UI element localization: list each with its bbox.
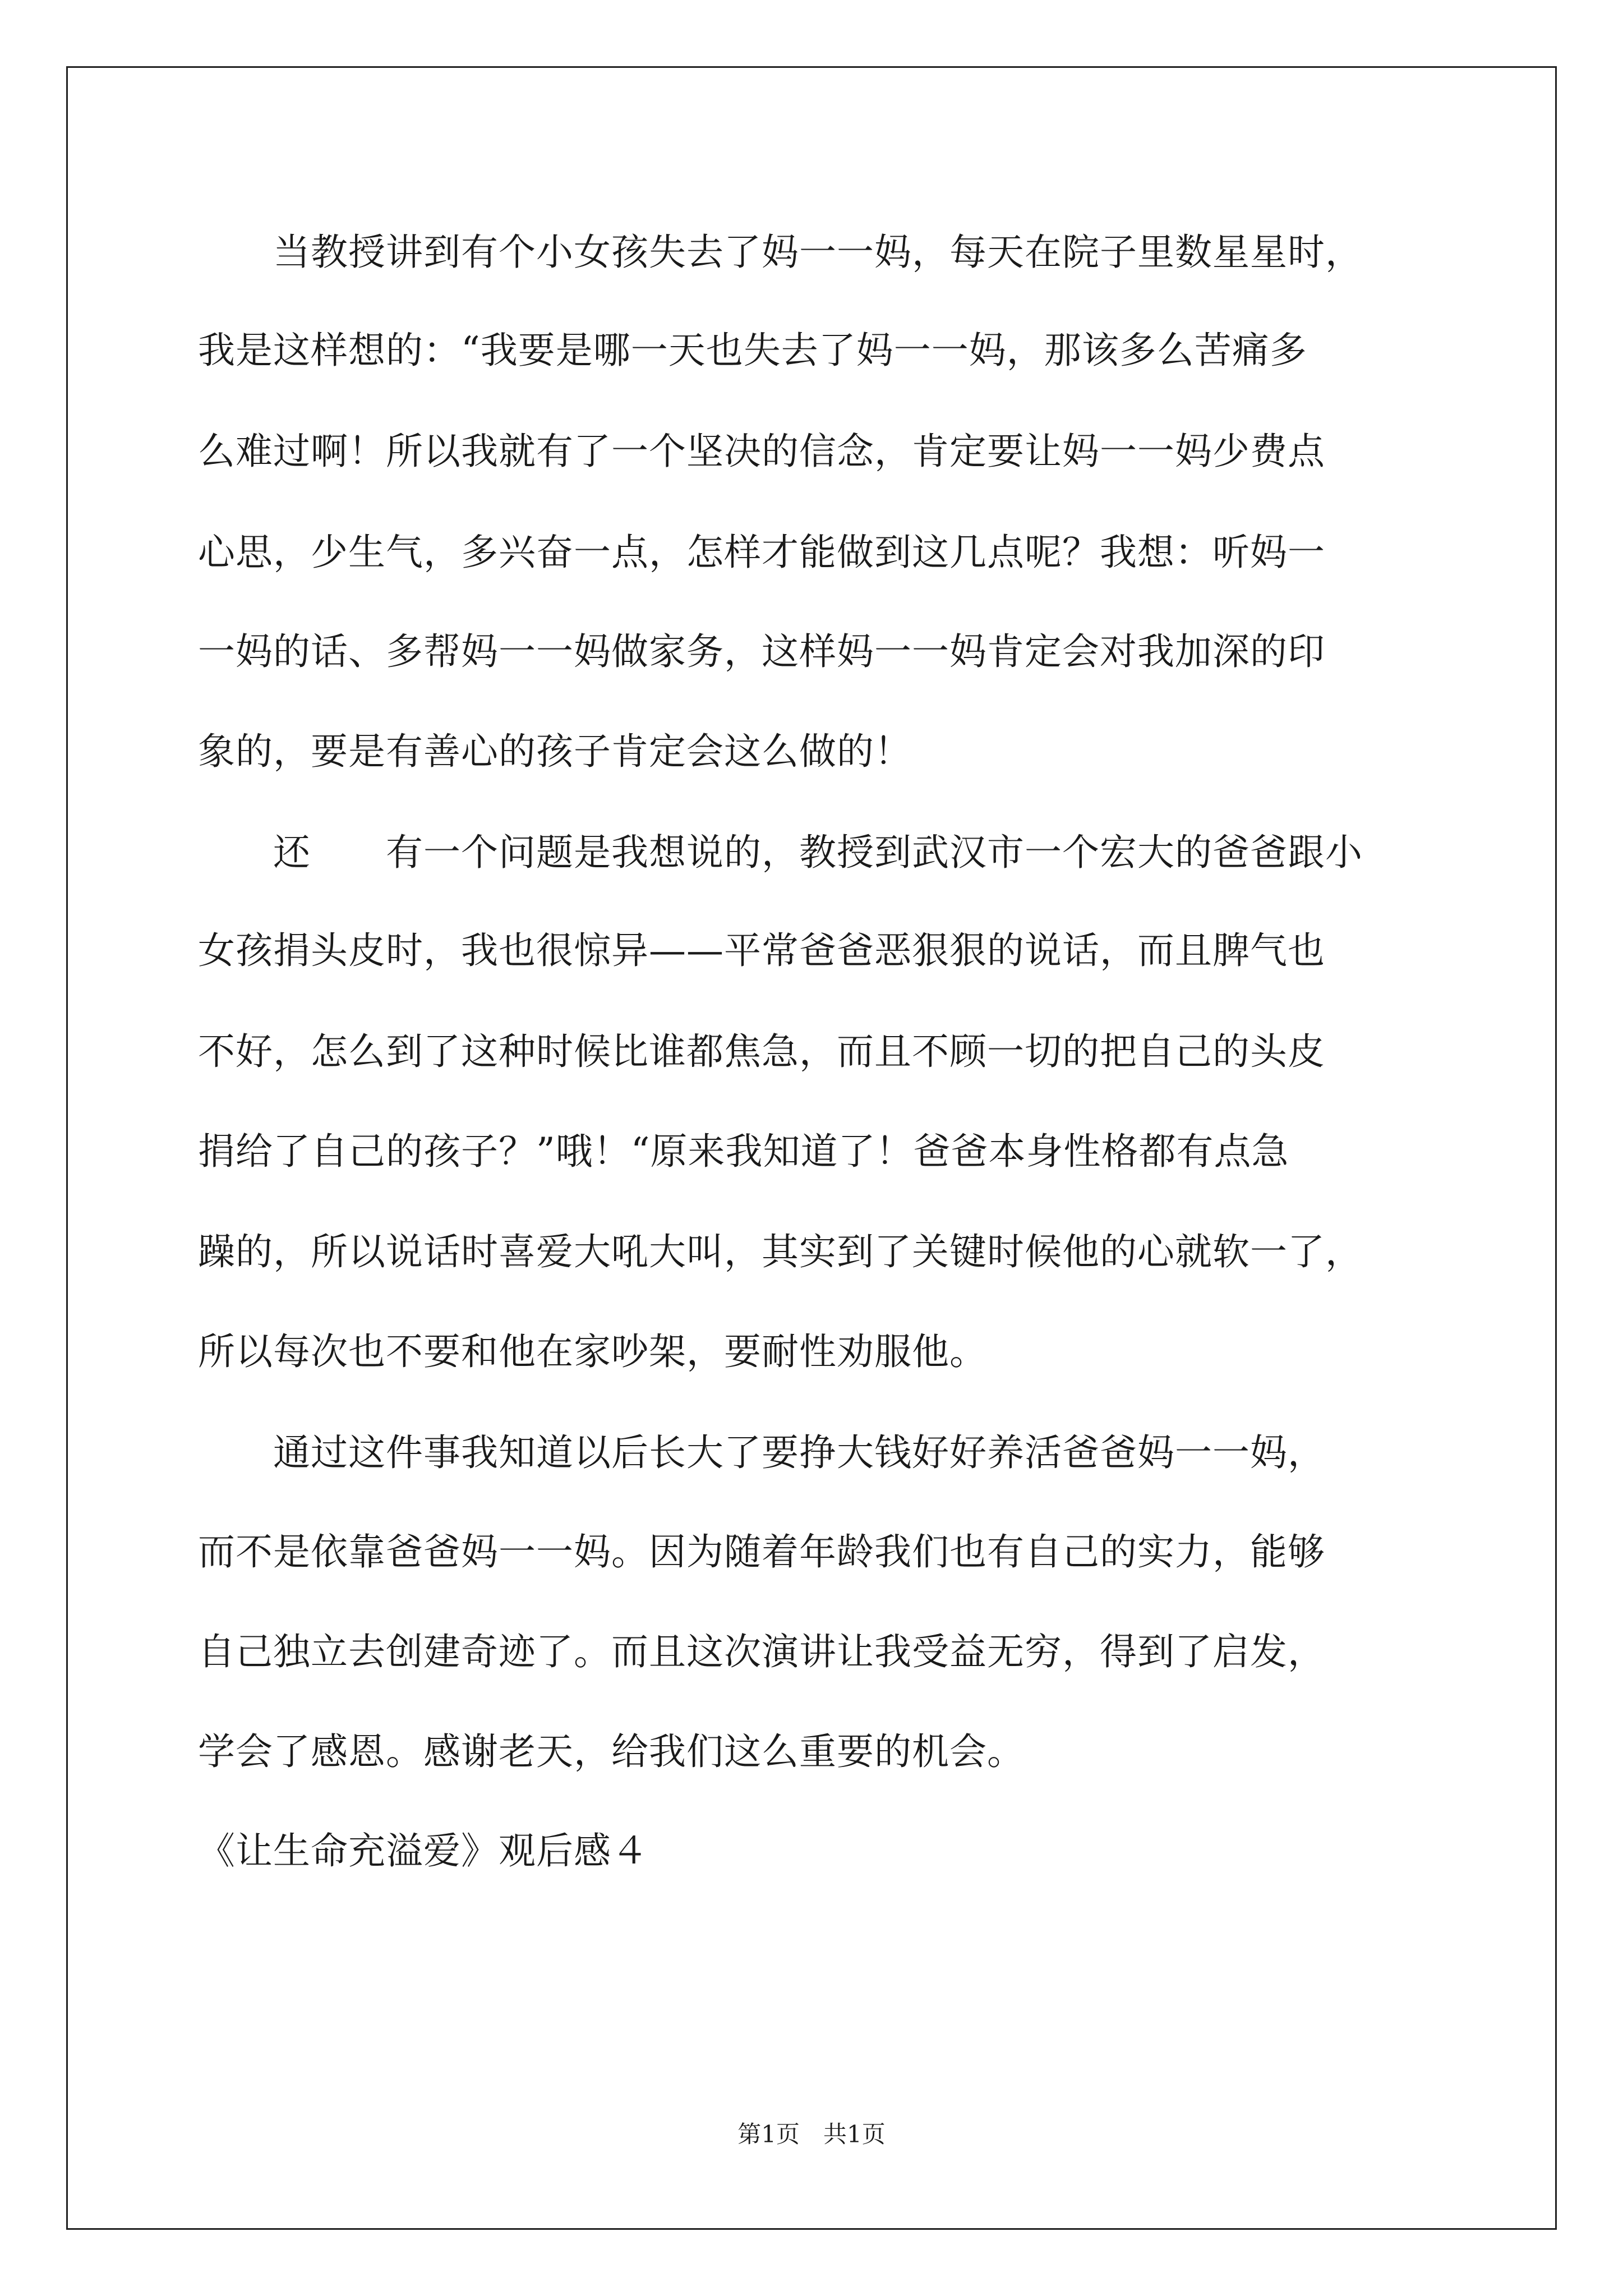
paragraph-line: 还 有一个问题是我想说的，教授到武汉市一个宏大的爸爸跟小 (198, 831, 1363, 874)
paragraph-line: 所以每次也不要和他在家吵架，要耐性劝服他。 (198, 1330, 987, 1373)
paragraph-line: 心思，少生气，多兴奋一点，怎样才能做到这几点呢？我想：听妈一 (198, 531, 1325, 574)
paragraph-line: 女孩捐头皮时，我也很惊异——平常爸爸恶狠狠的说话，而且脾气也 (198, 929, 1325, 972)
paragraph-line: 我是这样想的：“我要是哪一天也失去了妈一一妈，那该多么苦痛多 (198, 329, 1307, 372)
page-number-footer: 第1页 共1页 (737, 2120, 886, 2148)
paragraph-line: 一妈的话、多帮妈一一妈做家务，这样妈一一妈肯定会对我加深的印 (198, 630, 1325, 673)
paragraph-line: 而不是依靠爸爸妈一一妈。因为随着年龄我们也有自己的实力，能够 (198, 1530, 1325, 1573)
paragraph-line: 捐给了自己的孩子？”哦！“原来我知道了！爸爸本身性格都有点急 (198, 1130, 1289, 1173)
paragraph-line: 学会了感恩。感谢老天，给我们这么重要的机会。 (198, 1730, 1025, 1773)
paragraph-line: 躁的，所以说话时喜爱大吼大叫，其实到了关键时候他的心就软一了， (198, 1230, 1363, 1273)
section-title: 《让生命充溢爱》观后感４ (198, 1829, 649, 1872)
paragraph-line: 象的，要是有善心的孩子肯定会这么做的！ (198, 730, 912, 773)
paragraph-line: 通过这件事我知道以后长大了要挣大钱好好养活爸爸妈一一妈， (198, 1431, 1325, 1474)
paragraph-line: 么难过啊！所以我就有了一个坚决的信念，肯定要让妈一一妈少费点 (198, 430, 1325, 473)
paragraph-line: 自己独立去创建奇迹了。而且这次演讲让我受益无穷，得到了启发， (198, 1630, 1325, 1673)
paragraph-line: 当教授讲到有个小女孩失去了妈一一妈，每天在院子里数星星时， (198, 231, 1363, 274)
paragraph-line: 不好，怎么到了这种时候比谁都焦急，而且不顾一切的把自己的头皮 (198, 1030, 1325, 1073)
